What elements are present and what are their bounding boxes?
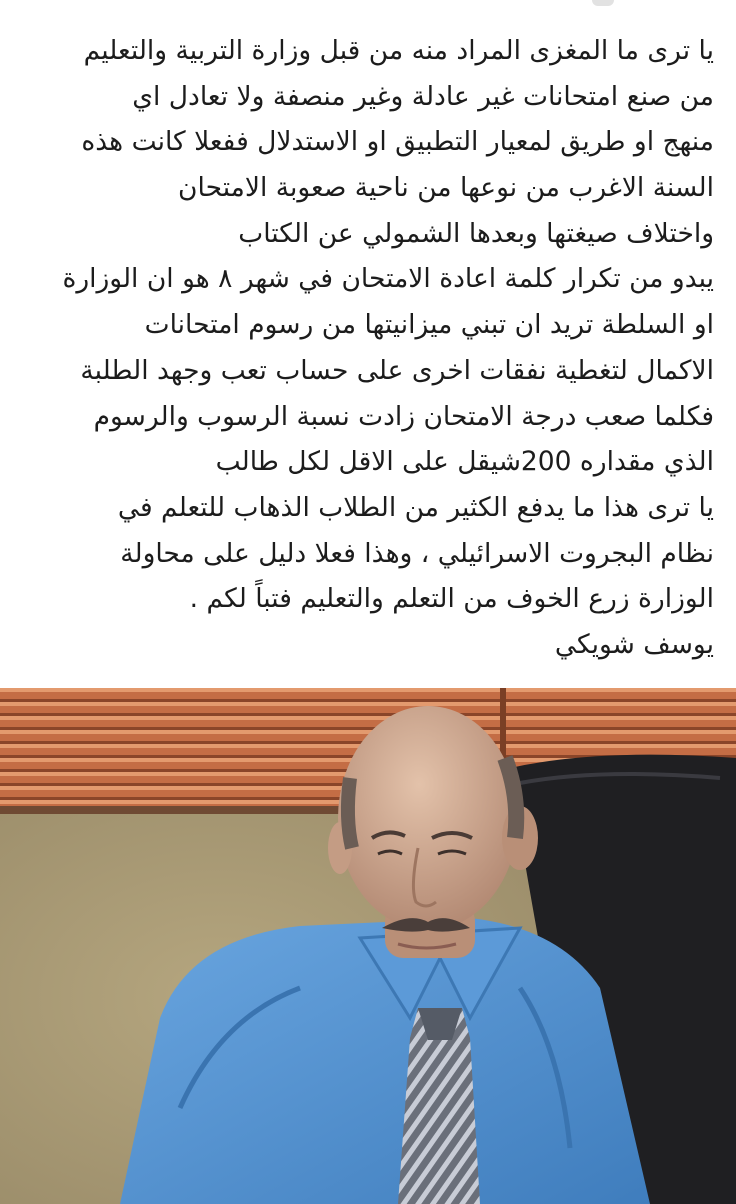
post-line-13: الوزارة زرع الخوف من التعلم والتعليم فتباً لكم . [189,583,714,615]
post-line-12: نظام البجروت الاسرائيلي ، وهذا فعلا دليل على محاولة [120,537,714,569]
post-line-3: منهج او طريق لمعيار التطبيق او الاستدلال ففعلا كانت هذه [81,126,714,158]
portrait-image [0,688,736,1204]
post-line-2: من صنع امتحانات غير عادلة وغير منصفة ولا تعادل اي [132,80,714,112]
post-line-8: الاكمال لتغطية نفقات اخرى على حساب تعب وجهد الطلبة [80,354,714,386]
post-line-9: فكلما صعب درجة الامتحان زادت نسبة الرسوب والرسوم [93,400,714,432]
post-line-4: السنة الاغرب من نوعها من ناحية صعوبة الامتحان [178,172,714,204]
head [338,706,518,930]
post-line-5: واختلاف صيغتها وبعدها الشمولي عن الكتاب [238,217,714,249]
post-text [16,28,714,668]
post-line-11: يا ترى هذا ما يدفع الكثير من الطلاب الذهاب للتعلم في [117,491,714,523]
top-edge-mark [592,0,614,6]
post-line-10: الذي مقداره 200شيقل على الاقل لكل طالب [215,446,714,478]
post-photo[interactable] [0,688,736,1204]
post-line-7: او السلطة تريد ان تبني ميزانيتها من رسوم امتحانات [144,309,714,341]
post-line-6: يبدو من تكرار كلمة اعادة الامتحان في شهر ٨ هو ان الوزارة [62,263,714,295]
post-author: يوسف شويكي [554,628,714,660]
post-line-1: يا ترى ما المغزى المراد منه من قبل وزارة التربية والتعليم [83,35,714,66]
